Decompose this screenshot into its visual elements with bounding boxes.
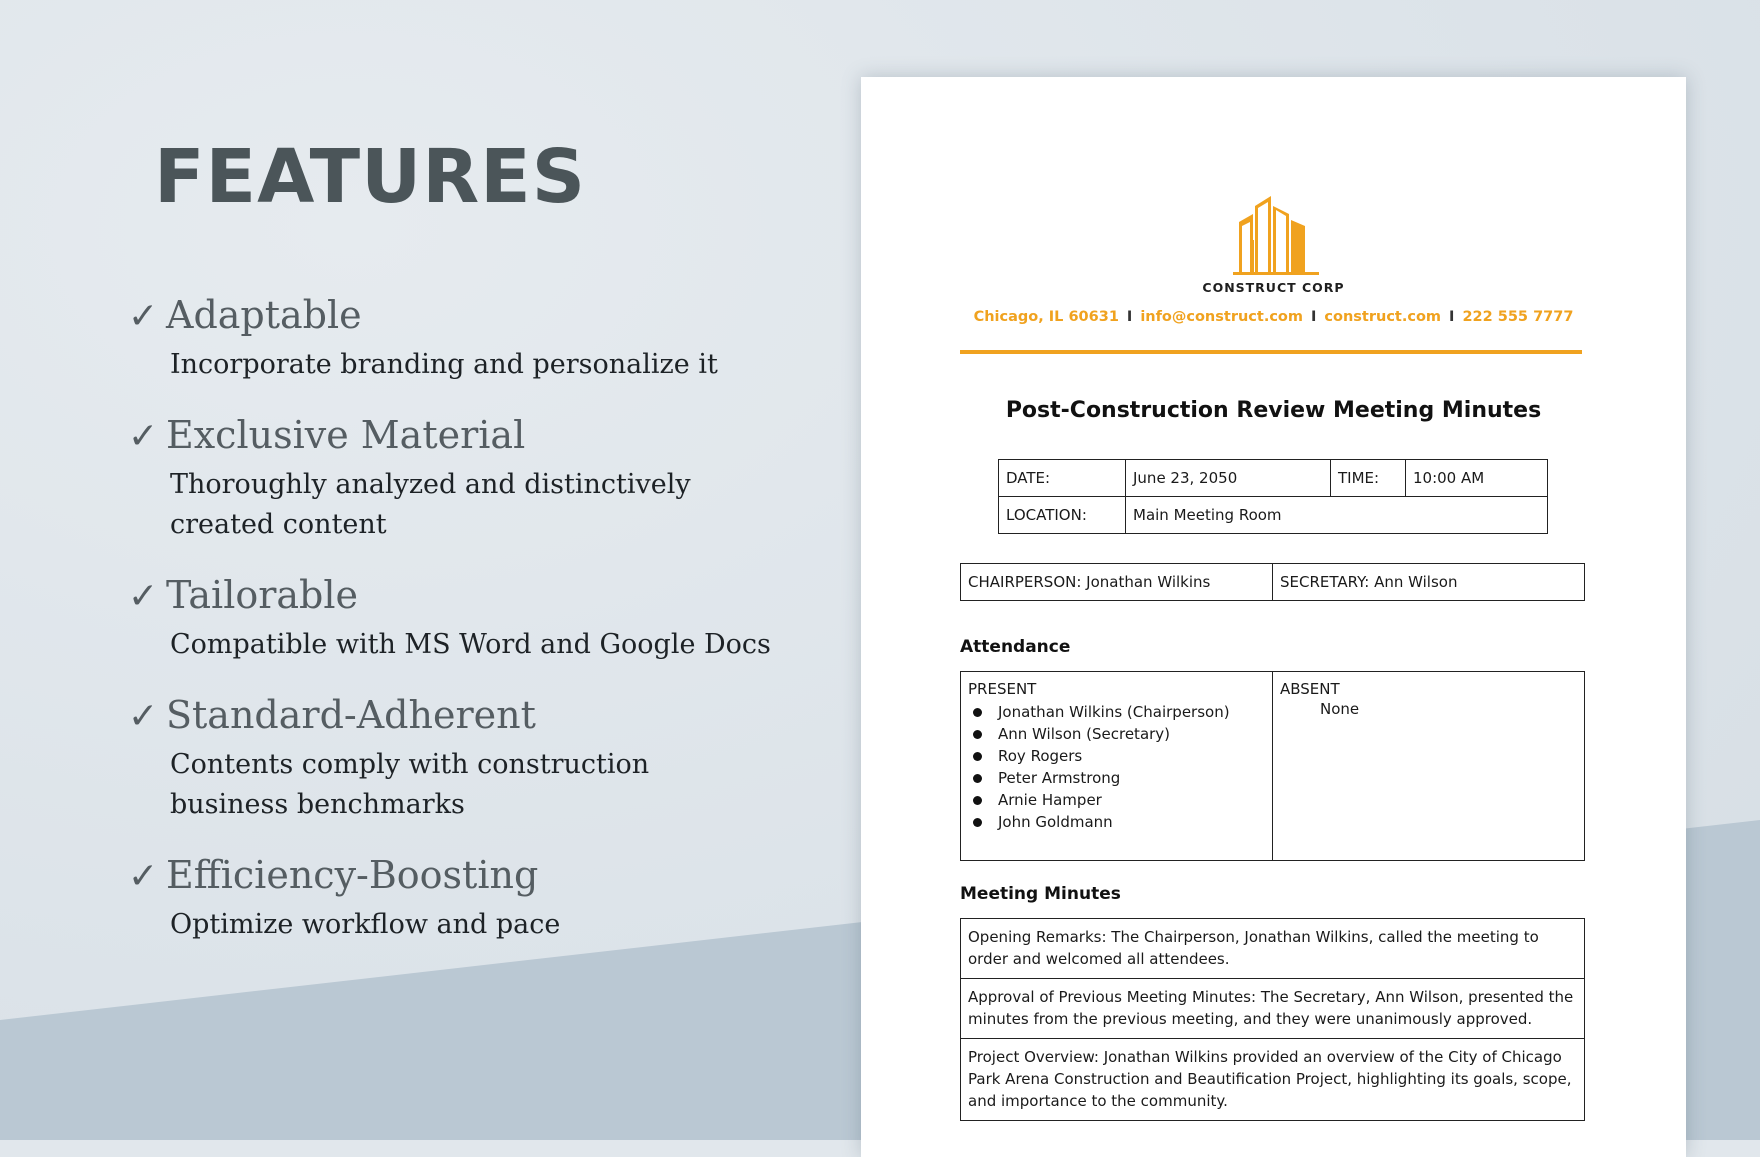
contact-city: Chicago, IL 60631 <box>973 309 1119 325</box>
feature-description: Thoroughly analyzed and distinctively created content <box>170 469 691 540</box>
meeting-minutes-heading: Meeting Minutes <box>960 884 1121 904</box>
absent-value: None <box>1320 700 1360 718</box>
feature-item <box>128 293 790 385</box>
feature-title: Exclusive Material <box>166 413 526 457</box>
feature-description: Optimize workflow and pace <box>170 909 561 940</box>
features-heading: FEATURES <box>154 134 587 220</box>
buildings-logo-icon <box>1231 192 1321 276</box>
secretary-cell: SECRETARY: Ann Wilson <box>1273 564 1585 601</box>
checkmark-icon: ✓ <box>128 296 159 337</box>
chairperson-cell: CHAIRPERSON: Jonathan Wilkins <box>961 564 1273 601</box>
feature-title: Efficiency-Boosting <box>166 853 539 897</box>
feature-title: Standard-Adherent <box>166 693 536 737</box>
feature-item <box>128 853 790 945</box>
feature-description: Compatible with MS Word and Google Docs <box>170 629 771 660</box>
meeting-details-table <box>998 459 1548 534</box>
list-item: John Goldmann <box>998 811 1265 833</box>
feature-title: Tailorable <box>166 573 359 617</box>
feature-item <box>128 573 790 665</box>
document-page <box>861 77 1686 1157</box>
contact-email[interactable]: info@construct.com <box>1140 309 1303 325</box>
table-row: Approval of Previous Meeting Minutes: The Secretary, Ann Wilson, presented the minutes from the previous meeting, and they were unanimously approved. <box>961 979 1585 1039</box>
feature-item <box>128 413 730 545</box>
list-item: Roy Rogers <box>998 745 1265 767</box>
absent-cell <box>1273 672 1585 861</box>
separator: I <box>1311 309 1317 325</box>
feature-title: Adaptable <box>166 293 362 337</box>
header-divider <box>960 350 1582 354</box>
absent-label: ABSENT <box>1280 680 1340 698</box>
contact-line <box>861 309 1686 325</box>
separator: I <box>1449 309 1455 325</box>
checkmark-icon: ✓ <box>128 416 159 457</box>
attendance-heading: Attendance <box>960 637 1071 657</box>
present-cell <box>961 672 1273 861</box>
time-value: 10:00 AM <box>1406 460 1548 497</box>
contact-website[interactable]: construct.com <box>1324 309 1442 325</box>
minutes-table <box>960 918 1585 1121</box>
present-list <box>968 701 1265 833</box>
feature-item <box>128 693 690 825</box>
document-title: Post-Construction Review Meeting Minutes <box>1005 398 1542 423</box>
location-value: Main Meeting Room <box>1126 497 1548 534</box>
list-item: Jonathan Wilkins (Chairperson) <box>998 701 1265 723</box>
list-item: Ann Wilson (Secretary) <box>998 723 1265 745</box>
date-label: DATE: <box>999 460 1126 497</box>
list-item: Peter Armstrong <box>998 767 1265 789</box>
checkmark-icon: ✓ <box>128 856 159 897</box>
feature-description: Contents comply with construction business benchmarks <box>170 749 650 820</box>
list-item: Arnie Hamper <box>998 789 1265 811</box>
company-name: CONSTRUCT CORP <box>1202 280 1345 295</box>
features-panel <box>0 0 860 1140</box>
contact-phone: 222 555 7777 <box>1462 309 1574 325</box>
checkmark-icon: ✓ <box>128 576 159 617</box>
time-label: TIME: <box>1331 460 1406 497</box>
roles-table <box>960 563 1585 601</box>
feature-description: Incorporate branding and personalize it <box>170 349 718 380</box>
separator: I <box>1126 309 1133 325</box>
table-row: Project Overview: Jonathan Wilkins provided an overview of the City of Chicago Park Arena Construction and Beautification Project, highlighting its goals, scope, and importance to the community. <box>961 1039 1585 1121</box>
present-label: PRESENT <box>968 680 1037 698</box>
checkmark-icon: ✓ <box>128 696 159 737</box>
table-row: Opening Remarks: The Chairperson, Jonathan Wilkins, called the meeting to order and welcomed all attendees. <box>961 919 1585 979</box>
attendance-table <box>960 671 1585 861</box>
location-label: LOCATION: <box>999 497 1126 534</box>
date-value: June 23, 2050 <box>1126 460 1331 497</box>
